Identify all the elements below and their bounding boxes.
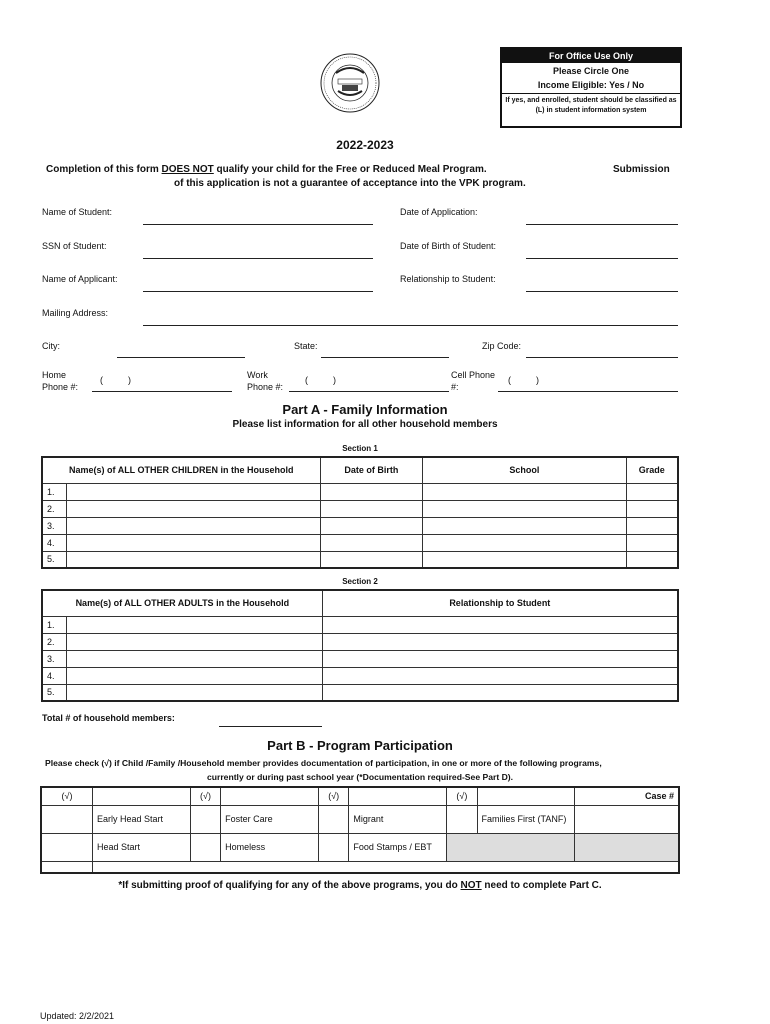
adults-table bbox=[41, 589, 679, 702]
cell[interactable] bbox=[322, 684, 678, 701]
row-number: 4. bbox=[42, 667, 67, 684]
table-row bbox=[42, 534, 678, 551]
table-row bbox=[42, 483, 678, 500]
home-l2: Phone #: bbox=[42, 382, 79, 392]
notice-pre: Completion of this form bbox=[46, 164, 162, 175]
checkbox-head-start[interactable] bbox=[41, 833, 92, 861]
program-early-head-start: Early Head Start bbox=[92, 805, 190, 833]
home-phone-paren: ( ) bbox=[100, 375, 131, 385]
label-applicant: Name of Applicant: bbox=[42, 274, 118, 284]
checkbox-tanf[interactable] bbox=[447, 805, 477, 833]
cell[interactable] bbox=[320, 517, 423, 534]
cell bbox=[92, 861, 679, 873]
table-row bbox=[42, 517, 678, 534]
label-home-phone bbox=[42, 369, 78, 393]
work-phone-paren: ( ) bbox=[305, 375, 336, 385]
cell[interactable] bbox=[626, 500, 678, 517]
state-seal bbox=[320, 53, 380, 113]
cell bbox=[349, 787, 447, 805]
table-row bbox=[42, 633, 678, 650]
cell[interactable] bbox=[322, 633, 678, 650]
notice-submission: Submission bbox=[613, 164, 670, 175]
row-number: 2. bbox=[42, 633, 67, 650]
children-header-dob: Date of Birth bbox=[320, 457, 423, 483]
cell[interactable] bbox=[320, 500, 423, 517]
label-total-household: Total # of household members: bbox=[42, 713, 175, 723]
cell[interactable] bbox=[626, 534, 678, 551]
cell[interactable] bbox=[67, 650, 322, 667]
cell[interactable] bbox=[67, 551, 320, 568]
row-number: 5. bbox=[42, 684, 67, 701]
checkbox-migrant[interactable] bbox=[319, 805, 349, 833]
footer-emph: NOT bbox=[460, 880, 482, 891]
zip-field[interactable] bbox=[526, 357, 678, 358]
label-ssn: SSN of Student: bbox=[42, 241, 107, 251]
checkbox-homeless[interactable] bbox=[190, 833, 220, 861]
cell[interactable] bbox=[423, 500, 626, 517]
children-header-grade: Grade bbox=[626, 457, 678, 483]
part-b-instr2: currently or during past school year (*Documentation required-See Part D). bbox=[206, 772, 514, 782]
table-row bbox=[42, 684, 678, 701]
cell[interactable] bbox=[423, 534, 626, 551]
shaded-cell bbox=[575, 833, 679, 861]
work-phone-field[interactable] bbox=[289, 391, 449, 392]
cell[interactable] bbox=[322, 667, 678, 684]
program-head-start: Head Start bbox=[92, 833, 190, 861]
children-header-school: School bbox=[423, 457, 626, 483]
cell[interactable] bbox=[67, 500, 320, 517]
children-header-name: Name(s) of ALL OTHER CHILDREN in the Household bbox=[42, 457, 320, 483]
label-cell-phone bbox=[451, 369, 495, 393]
section2-label: Section 2 bbox=[342, 577, 378, 586]
row-number: 5. bbox=[42, 551, 67, 568]
city-field[interactable] bbox=[117, 357, 245, 358]
label-student-name: Name of Student: bbox=[42, 207, 113, 217]
office-use-box bbox=[500, 47, 682, 128]
home-phone-field[interactable] bbox=[92, 391, 232, 392]
notice-line1 bbox=[46, 164, 487, 175]
office-note: If yes, and enrolled, student should be classified as (L) in student information system bbox=[502, 93, 680, 116]
cell bbox=[92, 787, 190, 805]
notice-emph: DOES NOT bbox=[161, 164, 214, 175]
part-b-footer bbox=[0, 880, 720, 891]
updated-date: Updated: 2/2/2021 bbox=[40, 1011, 115, 1021]
row-number: 1. bbox=[42, 483, 67, 500]
shaded-cell bbox=[447, 833, 575, 861]
office-circle: Please Circle One bbox=[552, 66, 630, 76]
row-number: 2. bbox=[42, 500, 67, 517]
table-row bbox=[42, 500, 678, 517]
table-row bbox=[42, 551, 678, 568]
label-relationship: Relationship to Student: bbox=[400, 274, 496, 284]
check-header: (√) bbox=[319, 787, 349, 805]
label-work-phone bbox=[247, 369, 283, 393]
section1-label: Section 1 bbox=[342, 444, 378, 453]
row-number: 3. bbox=[42, 517, 67, 534]
row-number: 1. bbox=[42, 616, 67, 633]
table-row bbox=[42, 667, 678, 684]
cell[interactable] bbox=[67, 684, 322, 701]
notice-line2: of this application is not a guarantee of acceptance into the VPK program. bbox=[174, 178, 526, 189]
part-b-instr1: Please check (√) if Child /Family /Household member provides documentation of participation, in one or more of the following programs, bbox=[45, 758, 602, 768]
cell-l2: #: bbox=[451, 382, 459, 392]
relationship-field[interactable] bbox=[526, 291, 678, 292]
label-date-application: Date of Application: bbox=[400, 207, 478, 217]
cell[interactable] bbox=[626, 483, 678, 500]
table-row bbox=[42, 650, 678, 667]
mailing-field[interactable] bbox=[143, 325, 678, 326]
cell bbox=[41, 861, 92, 873]
cell[interactable] bbox=[626, 517, 678, 534]
part-a-subtitle: Please list information for all other household members bbox=[232, 419, 498, 430]
total-household-field[interactable] bbox=[219, 726, 322, 727]
cell bbox=[221, 787, 319, 805]
cell bbox=[477, 787, 575, 805]
label-city: City: bbox=[42, 341, 60, 351]
program-homeless: Homeless bbox=[221, 833, 319, 861]
cell[interactable] bbox=[423, 517, 626, 534]
school-year: 2022-2023 bbox=[336, 138, 394, 152]
case-number-field[interactable] bbox=[575, 805, 679, 833]
program-foster-care: Foster Care bbox=[221, 805, 319, 833]
cell[interactable] bbox=[67, 633, 322, 650]
work-l2: Phone #: bbox=[247, 382, 284, 392]
table-row bbox=[42, 616, 678, 633]
dob-field[interactable] bbox=[526, 258, 678, 259]
program-tanf: Families First (TANF) bbox=[477, 805, 575, 833]
notice-post: qualify your child for the Free or Reduced Meal Program. bbox=[213, 164, 487, 175]
check-header: (√) bbox=[447, 787, 477, 805]
case-header: Case # bbox=[575, 787, 679, 805]
cell[interactable] bbox=[320, 483, 423, 500]
adults-header-relationship: Relationship to Student bbox=[322, 590, 678, 616]
program-food-stamps: Food Stamps / EBT bbox=[349, 833, 447, 861]
program-table bbox=[40, 786, 680, 874]
cell-l1: Cell Phone bbox=[451, 370, 496, 380]
cell[interactable] bbox=[67, 667, 322, 684]
cell[interactable] bbox=[320, 534, 423, 551]
cell[interactable] bbox=[67, 534, 320, 551]
cell-phone-paren: ( ) bbox=[508, 375, 539, 385]
row-number: 3. bbox=[42, 650, 67, 667]
part-b-title: Part B - Program Participation bbox=[267, 738, 453, 753]
cell[interactable] bbox=[67, 616, 322, 633]
state-field[interactable] bbox=[321, 357, 449, 358]
checkbox-food-stamps[interactable] bbox=[319, 833, 349, 861]
check-header: (√) bbox=[190, 787, 220, 805]
check-header: (√) bbox=[41, 787, 92, 805]
label-zip: Zip Code: bbox=[482, 341, 522, 351]
cell[interactable] bbox=[322, 650, 678, 667]
ssn-field[interactable] bbox=[143, 258, 373, 259]
checkbox-early-head-start[interactable] bbox=[41, 805, 92, 833]
office-income: Income Eligible: Yes / No bbox=[537, 80, 645, 90]
cell[interactable] bbox=[320, 551, 423, 568]
cell[interactable] bbox=[423, 483, 626, 500]
label-mailing: Mailing Address: bbox=[42, 308, 109, 318]
cell[interactable] bbox=[626, 551, 678, 568]
children-table bbox=[41, 456, 679, 569]
checkbox-foster-care[interactable] bbox=[190, 805, 220, 833]
student-name-field[interactable] bbox=[143, 224, 373, 225]
adults-header-name: Name(s) of ALL OTHER ADULTS in the Household bbox=[42, 590, 322, 616]
applicant-field[interactable] bbox=[143, 291, 373, 292]
cell[interactable] bbox=[67, 483, 320, 500]
label-dob: Date of Birth of Student: bbox=[400, 241, 497, 251]
date-application-field[interactable] bbox=[526, 224, 678, 225]
row-number: 4. bbox=[42, 534, 67, 551]
label-state: State: bbox=[294, 341, 318, 351]
part-a-title: Part A - Family Information bbox=[282, 402, 448, 417]
cell[interactable] bbox=[423, 551, 626, 568]
work-l1: Work bbox=[247, 370, 268, 380]
home-l1: Home bbox=[42, 370, 67, 380]
program-migrant: Migrant bbox=[349, 805, 447, 833]
cell-phone-field[interactable] bbox=[498, 391, 678, 392]
footer-pre: *If submitting proof of qualifying for any of the above programs, you do bbox=[118, 880, 461, 891]
cell[interactable] bbox=[322, 616, 678, 633]
footer-post: need to complete Part C. bbox=[481, 880, 602, 891]
office-header: For Office Use Only bbox=[502, 49, 680, 63]
cell[interactable] bbox=[67, 517, 320, 534]
